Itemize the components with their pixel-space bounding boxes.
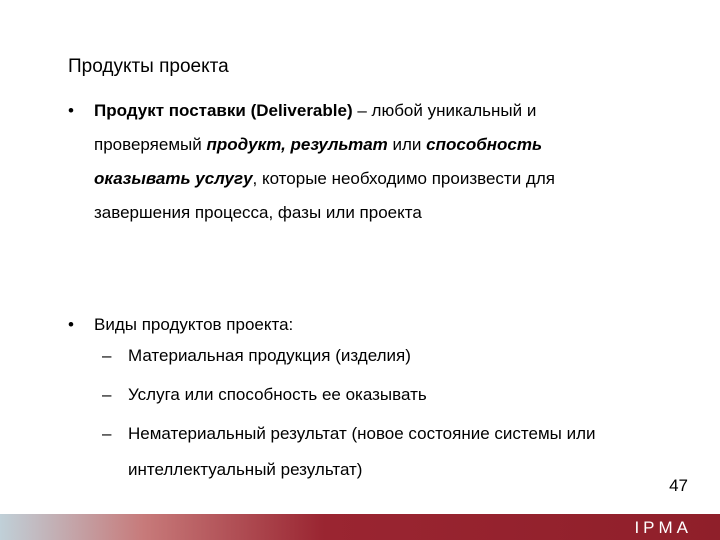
footer-bar xyxy=(0,514,720,540)
dash-marker: – xyxy=(102,424,112,443)
list-item xyxy=(102,338,622,374)
list-item-text: Услуга или способность ее оказывать xyxy=(128,385,427,404)
list-item-text: Нематериальный результат (новое состояние системы или интеллектуальный результат) xyxy=(128,424,596,479)
product-types-text: Виды продуктов проекта: xyxy=(94,315,294,334)
ipma-logo: IPMA xyxy=(634,518,692,537)
bullet-deliverable xyxy=(64,94,624,230)
deliverable-text-c: , которые необходимо произвести для завершения процесса, фазы или проекта xyxy=(94,169,555,222)
deliverable-text-b: или xyxy=(387,135,427,154)
bullet-text-deliverable xyxy=(64,94,624,230)
deliverable-emph-a: продукт, результат xyxy=(206,135,388,154)
deliverable-emph-b: способность оказывать услугу xyxy=(94,135,543,188)
deliverable-term: Продукт поставки (Deliverable) xyxy=(94,101,353,120)
slide-title: Продукты проекта xyxy=(68,56,229,77)
product-types-list xyxy=(102,338,622,491)
dash-marker: – xyxy=(102,385,112,404)
bullet-dot: • xyxy=(68,101,74,120)
bullet-product-types xyxy=(64,308,624,342)
deliverable-text-a: – любой уникальный и проверяемый xyxy=(94,101,537,154)
page-number: 47 xyxy=(669,476,688,495)
list-item xyxy=(102,377,622,413)
dash-marker: – xyxy=(102,346,112,365)
list-item-text: Материальная продукция (изделия) xyxy=(128,346,411,365)
list-item xyxy=(102,416,622,488)
bullet-text-product-types xyxy=(64,308,624,342)
bullet-dot: • xyxy=(68,315,74,334)
